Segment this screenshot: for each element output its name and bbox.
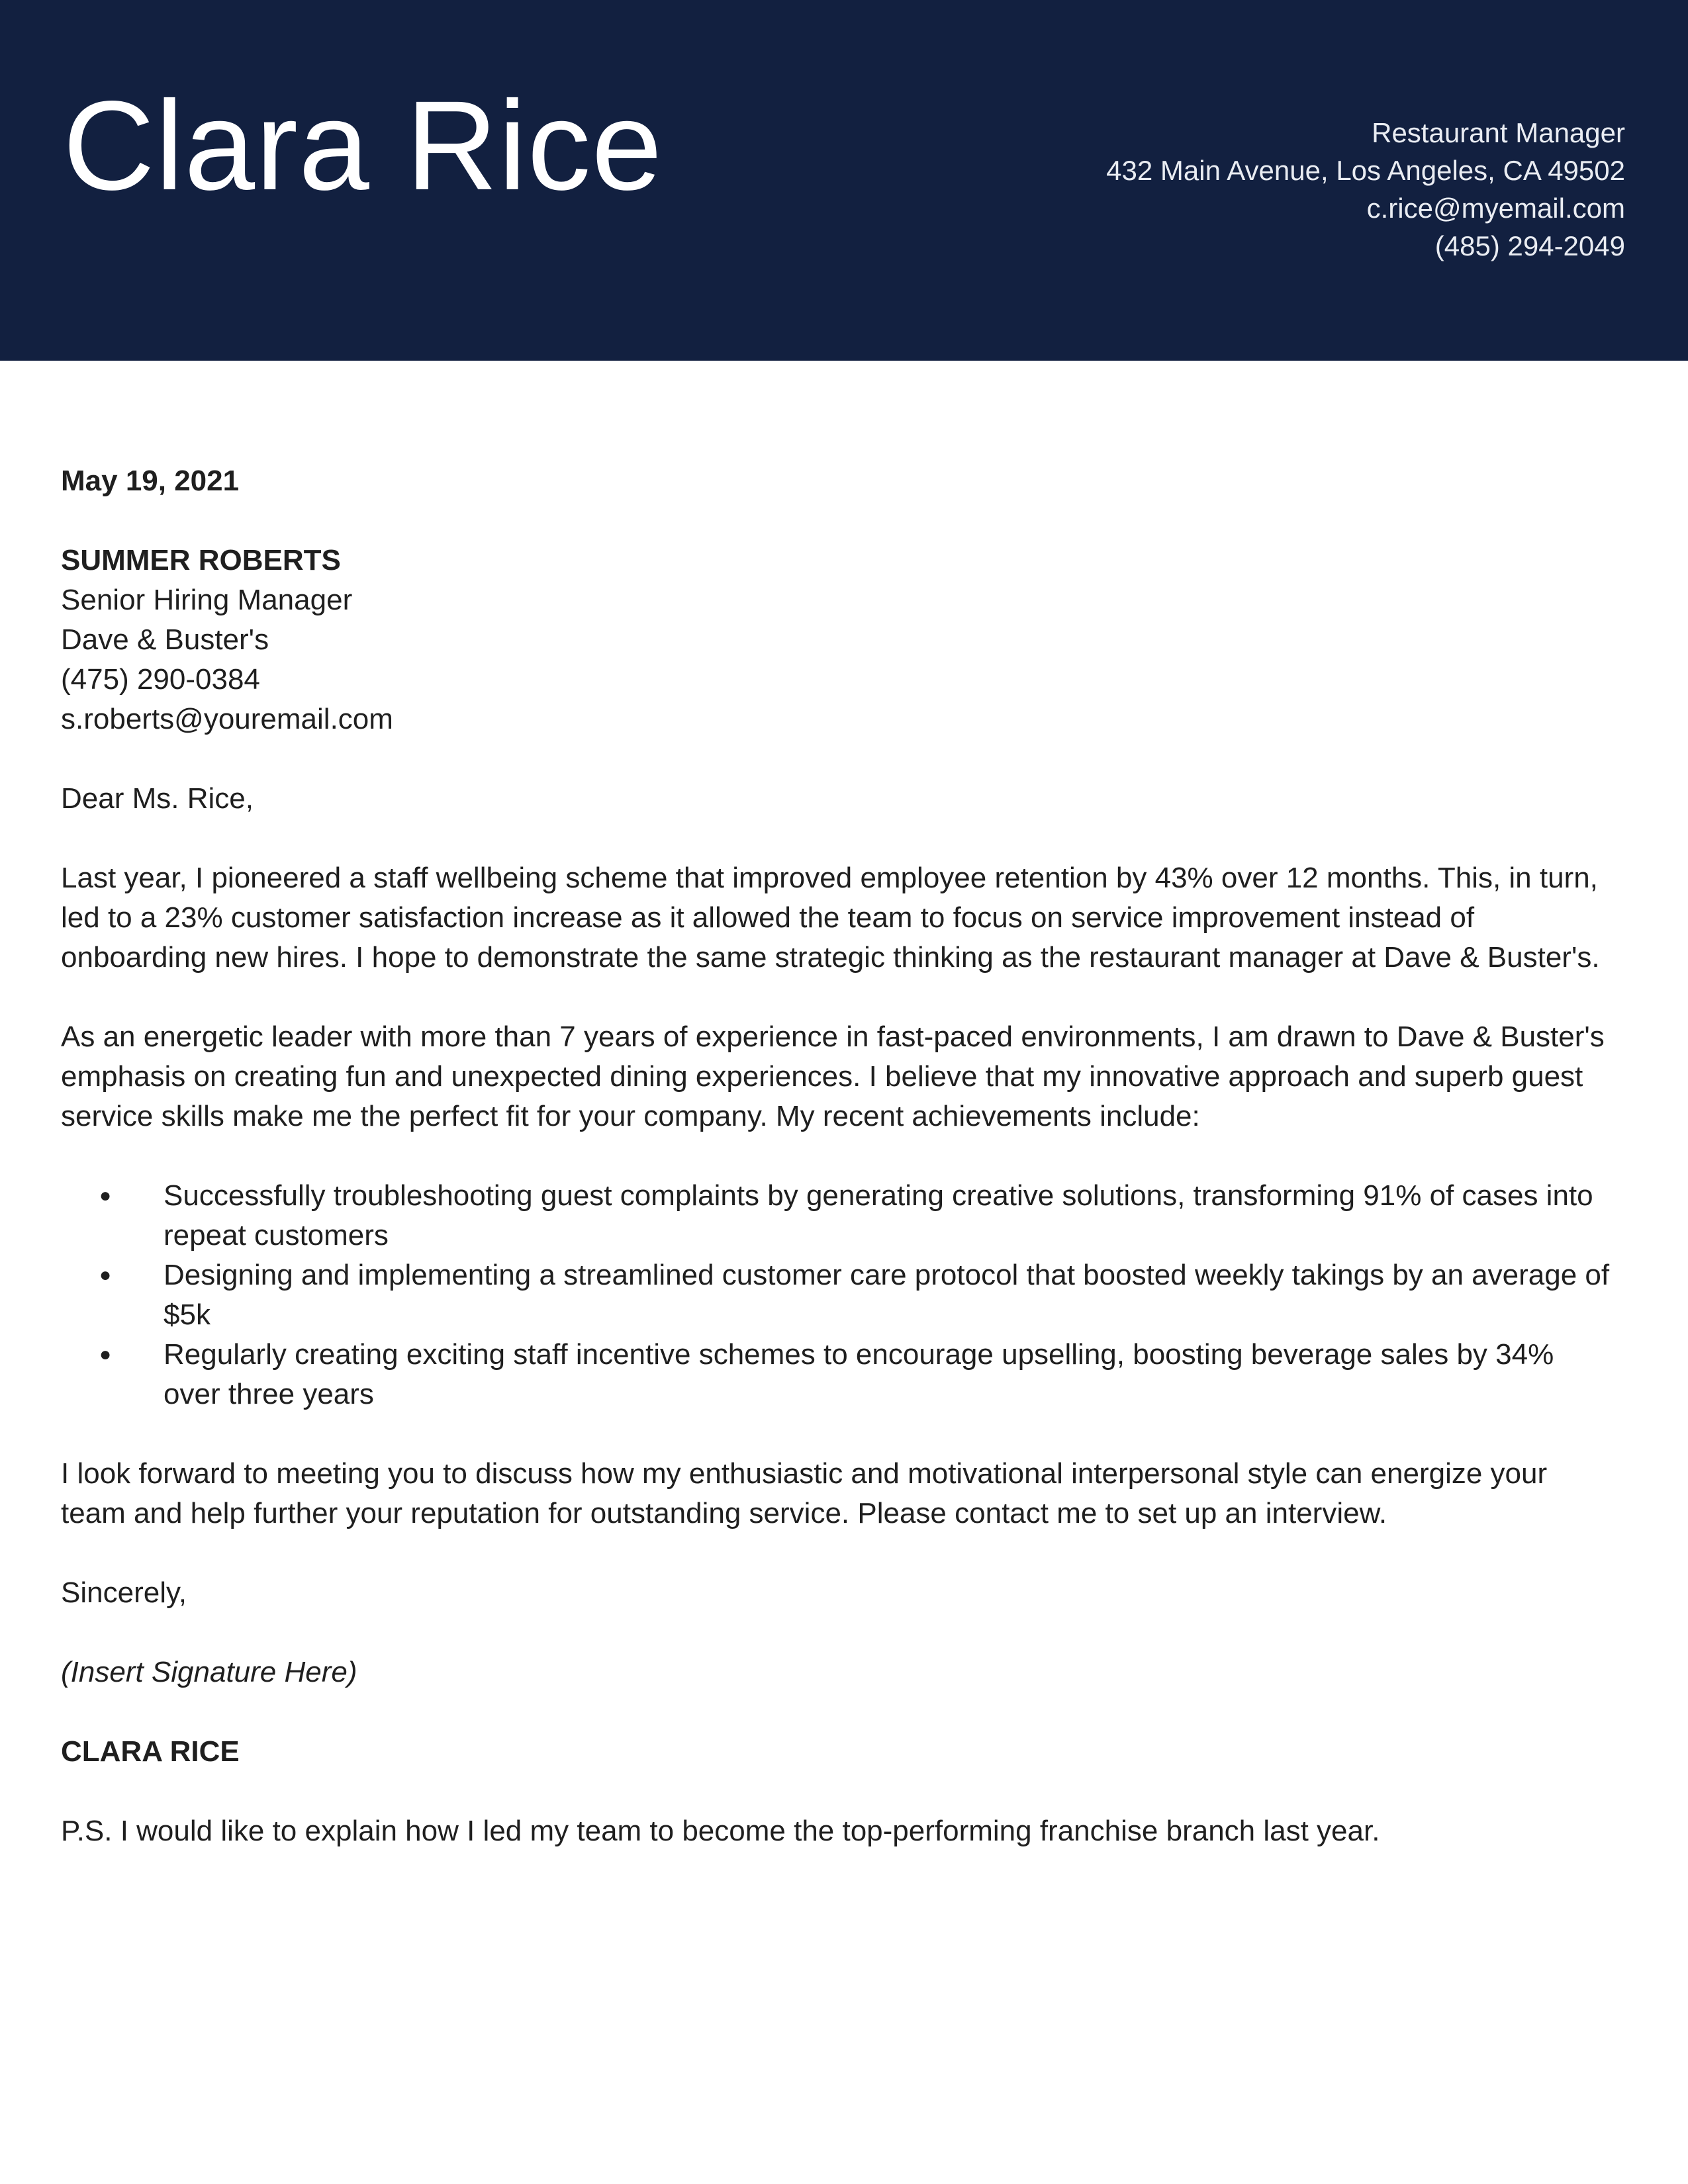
paragraph-intro: Last year, I pioneered a staff wellbeing scheme that improved employee retention by 43% over 12 months. This, in turn, led to a 23% customer satisfaction increase as it allowed the team to focus on service improvement instead of onboarding new hires. I hope to demonstrate the same strategic thinking as the restaurant manager at Dave & Buster's. <box>61 862 1600 974</box>
valediction: Sincerely, <box>61 1576 187 1609</box>
recipient-company: Dave & Buster's <box>61 623 269 656</box>
paragraph-experience: As an energetic leader with more than 7 years of experience in fast-paced environments, I am drawn to Dave & Buster's emphasis on creating fun and unexpected dining experiences. I believe that my innovative approach and superb guest service skills make me the perfect fit for your company. My recent achievements include: <box>61 1021 1605 1132</box>
applicant-email: c.rice@myemail.com <box>1366 193 1625 224</box>
bullet-icon: ● <box>99 1185 112 1206</box>
achievement-item <box>61 1255 1618 1335</box>
recipient-block <box>61 541 1618 739</box>
achievement-text: Successfully troubleshooting guest complaints by generating creative solutions, transforming 91% of cases into repeat customers <box>164 1179 1593 1251</box>
applicant-contact-block <box>1106 114 1625 361</box>
postscript: P.S. I would like to explain how I led my team to become the top-performing franchise branch last year. <box>61 1815 1380 1847</box>
letter-body <box>0 361 1688 1891</box>
applicant-address: 432 Main Avenue, Los Angeles, CA 49502 <box>1106 155 1625 186</box>
letter-date: May 19, 2021 <box>61 465 240 497</box>
paragraph-closing: I look forward to meeting you to discuss how my enthusiastic and motivational interpersonal style can energize your team and help further your reputation for outstanding service. Please contact me to set up an interview. <box>61 1457 1548 1529</box>
applicant-name: Clara Rice <box>63 74 663 216</box>
achievements-list <box>61 1176 1618 1414</box>
signature-placeholder: (Insert Signature Here) <box>61 1656 357 1688</box>
recipient-phone: (475) 290-0384 <box>61 663 260 696</box>
achievement-item <box>61 1335 1618 1414</box>
signature-name: CLARA RICE <box>61 1735 240 1768</box>
bullet-icon: ● <box>99 1343 112 1365</box>
recipient-name: SUMMER ROBERTS <box>61 544 341 576</box>
salutation: Dear Ms. Rice, <box>61 782 254 815</box>
achievement-item <box>61 1176 1618 1255</box>
applicant-phone: (485) 294-2049 <box>1434 230 1625 261</box>
recipient-email: s.roberts@youremail.com <box>61 703 393 735</box>
recipient-title: Senior Hiring Manager <box>61 584 353 616</box>
achievement-text: Regularly creating exciting staff incentive schemes to encourage upselling, boosting beverage sales by 34% over three years <box>164 1338 1554 1410</box>
header-band <box>0 0 1688 361</box>
applicant-job-title: Restaurant Manager <box>1372 117 1625 148</box>
bullet-icon: ● <box>99 1264 112 1286</box>
achievement-text: Designing and implementing a streamlined customer care protocol that boosted weekly takings by an average of $5k <box>164 1259 1610 1331</box>
